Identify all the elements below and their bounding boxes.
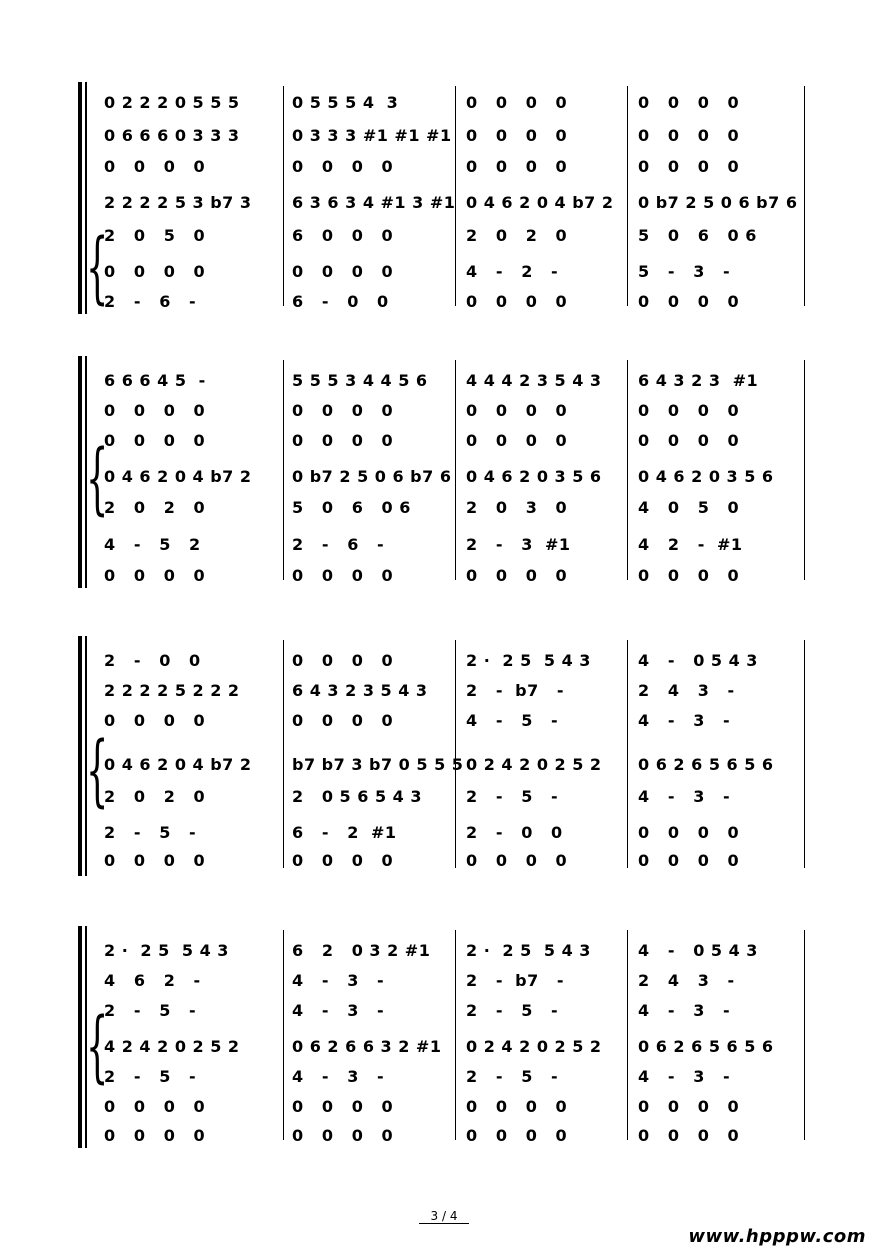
measure: 2 - 5 - xyxy=(104,1001,197,1020)
measure: 2 - 5 - xyxy=(466,787,559,806)
staff-row xyxy=(78,559,810,585)
measure: 0 4 6 2 0 3 5 6 xyxy=(638,467,774,486)
staff-row xyxy=(78,964,810,990)
measure: 4 6 2 - xyxy=(104,971,201,990)
measure: 0 6 2 6 5 6 5 6 xyxy=(638,1037,774,1056)
measure: 0 0 0 0 xyxy=(292,401,394,420)
staff-row xyxy=(78,934,810,960)
measure: 4 - 0 5 4 3 xyxy=(638,651,758,670)
measure: 0 0 0 0 xyxy=(292,711,394,730)
staff-row xyxy=(78,748,810,774)
measure: 6 - 2 #1 xyxy=(292,823,397,842)
staff-row xyxy=(78,460,810,486)
measure: 0 5 5 5 4 3 xyxy=(292,93,399,112)
measure: 0 6 6 6 0 3 3 3 xyxy=(104,126,240,145)
measure: 5 5 5 3 4 4 5 6 xyxy=(292,371,428,390)
staff-row xyxy=(78,1090,810,1116)
measure: 4 4 4 2 3 5 4 3 xyxy=(466,371,602,390)
staff-row xyxy=(78,1119,810,1145)
measure: 0 0 0 0 xyxy=(466,566,568,585)
staff-row xyxy=(78,424,810,450)
measure: 2 0 5 0 xyxy=(104,226,206,245)
measure: 5 0 6 0 6 xyxy=(638,226,757,245)
measure: 0 0 0 0 xyxy=(638,157,740,176)
measure: 0 4 6 2 0 3 5 6 xyxy=(466,467,602,486)
measure: 2 - 5 - xyxy=(104,823,197,842)
measure: 5 0 6 0 6 xyxy=(292,498,411,517)
measure: 0 0 0 0 xyxy=(638,1126,740,1145)
measure: 0 0 0 0 xyxy=(104,1126,206,1145)
measure: 2 4 3 - xyxy=(638,681,735,700)
measure: 2 4 3 - xyxy=(638,971,735,990)
staff-row xyxy=(78,186,810,212)
measure: 0 0 0 0 xyxy=(104,431,206,450)
measure: b7 b7 3 b7 0 5 5 5 xyxy=(292,755,464,774)
measure: 0 0 0 0 xyxy=(638,126,740,145)
score-system-4 xyxy=(78,926,810,1148)
measure: 0 0 0 0 xyxy=(466,431,568,450)
measure: 4 - 3 - xyxy=(638,787,731,806)
measure: 0 0 0 0 xyxy=(638,823,740,842)
measure: 2 - 5 - xyxy=(466,1001,559,1020)
measure: 2 · 2 5 5 4 3 xyxy=(466,651,591,670)
measure: 4 - 0 5 4 3 xyxy=(638,941,758,960)
staff-row xyxy=(78,644,810,670)
measure: 2 · 2 5 5 4 3 xyxy=(104,941,229,960)
measure: 4 - 2 - xyxy=(466,262,559,281)
measure: 5 - 3 - xyxy=(638,262,731,281)
measure: 0 6 2 6 5 6 5 6 xyxy=(638,755,774,774)
measure: 0 2 2 2 0 5 5 5 xyxy=(104,93,240,112)
measure: 4 - 5 2 xyxy=(104,535,201,554)
staff-row xyxy=(78,994,810,1020)
measure: 0 0 0 0 xyxy=(638,1097,740,1116)
measure: 0 0 0 0 xyxy=(292,651,394,670)
staff-row xyxy=(78,364,810,390)
measure: 2 2 2 2 5 3 b7 3 xyxy=(104,193,252,212)
staff-row xyxy=(78,491,810,517)
staff-row xyxy=(78,119,810,145)
measure: 2 0 3 0 xyxy=(466,498,568,517)
measure: 0 0 0 0 xyxy=(104,262,206,281)
staff-row xyxy=(78,86,810,112)
measure: 0 0 0 0 xyxy=(466,126,568,145)
staff-row xyxy=(78,1030,810,1056)
measure: 2 2 2 2 5 2 2 2 xyxy=(104,681,240,700)
measure: 2 0 2 0 xyxy=(104,498,206,517)
page-number-footer xyxy=(0,1209,888,1223)
measure: 6 3 6 3 4 #1 3 #1 xyxy=(292,193,456,212)
measure: 0 b7 2 5 0 6 b7 6 xyxy=(292,467,452,486)
measure: 0 0 0 0 xyxy=(466,401,568,420)
measure: 0 4 6 2 0 4 b7 2 xyxy=(466,193,614,212)
measure: 0 0 0 0 xyxy=(104,851,206,870)
staff-row xyxy=(78,285,810,311)
site-watermark: www.hpppw.com xyxy=(688,1226,866,1247)
measure: 6 0 0 0 xyxy=(292,226,394,245)
piano-brace: { xyxy=(86,726,109,816)
measure: 0 0 0 0 xyxy=(466,1097,568,1116)
measure: 0 0 0 0 xyxy=(638,851,740,870)
piano-brace: { xyxy=(86,434,109,524)
measure: 0 0 0 0 xyxy=(638,431,740,450)
measure: 0 0 0 0 xyxy=(466,292,568,311)
measure: 2 - b7 - xyxy=(466,971,565,990)
measure: 0 0 0 0 xyxy=(104,566,206,585)
measure: 2 - 0 0 xyxy=(104,651,201,670)
score-system-3 xyxy=(78,636,810,876)
measure: 2 - 6 - xyxy=(104,292,197,311)
measure: 2 0 2 0 xyxy=(104,787,206,806)
measure: 4 - 3 - xyxy=(638,1067,731,1086)
measure: 0 0 0 0 xyxy=(292,566,394,585)
measure: 0 b7 2 5 0 6 b7 6 xyxy=(638,193,798,212)
measure: 0 0 0 0 xyxy=(292,851,394,870)
measure: 0 6 2 6 6 3 2 #1 xyxy=(292,1037,442,1056)
piano-brace: { xyxy=(86,223,109,313)
measure: 0 2 4 2 0 2 5 2 xyxy=(466,1037,602,1056)
measure: 0 0 0 0 xyxy=(104,157,206,176)
measure: 0 0 0 0 xyxy=(104,1097,206,1116)
staff-row xyxy=(78,255,810,281)
measure: 2 - 3 #1 xyxy=(466,535,571,554)
measure: 2 - 0 0 xyxy=(466,823,563,842)
measure: 0 0 0 0 xyxy=(466,1126,568,1145)
staff-row xyxy=(78,528,810,554)
measure: 0 3 3 3 #1 #1 #1 xyxy=(292,126,452,145)
staff-row xyxy=(78,150,810,176)
staff-row xyxy=(78,219,810,245)
measure: 6 6 6 4 5 - xyxy=(104,371,206,390)
measure: 0 0 0 0 xyxy=(292,1097,394,1116)
measure: 4 2 - #1 xyxy=(638,535,743,554)
measure: 2 - b7 - xyxy=(466,681,565,700)
measure: 4 - 3 - xyxy=(638,1001,731,1020)
score-system-2 xyxy=(78,356,810,588)
staff-row xyxy=(78,816,810,842)
measure: 4 - 3 - xyxy=(638,711,731,730)
measure: 2 - 6 - xyxy=(292,535,385,554)
piano-brace: { xyxy=(86,1002,109,1092)
measure: 0 0 0 0 xyxy=(638,292,740,311)
measure: 0 0 0 0 xyxy=(466,93,568,112)
measure: 2 0 5 6 5 4 3 xyxy=(292,787,422,806)
measure: 4 - 3 - xyxy=(292,1001,385,1020)
staff-row xyxy=(78,1060,810,1086)
measure: 0 0 0 0 xyxy=(466,851,568,870)
measure: 0 0 0 0 xyxy=(638,93,740,112)
measure: 2 - 5 - xyxy=(104,1067,197,1086)
measure: 0 0 0 0 xyxy=(292,431,394,450)
staff-row xyxy=(78,674,810,700)
measure: 0 0 0 0 xyxy=(104,711,206,730)
staff-row xyxy=(78,394,810,420)
measure: 6 4 3 2 3 5 4 3 xyxy=(292,681,428,700)
measure: 0 0 0 0 xyxy=(638,401,740,420)
measure: 0 0 0 0 xyxy=(104,401,206,420)
page-number: 3 / 4 xyxy=(419,1209,470,1224)
measure: 6 2 0 3 2 #1 xyxy=(292,941,431,960)
score-system-1 xyxy=(78,82,810,314)
measure: 4 - 5 - xyxy=(466,711,559,730)
measure: 0 4 6 2 0 4 b7 2 xyxy=(104,467,252,486)
measure: 0 4 6 2 0 4 b7 2 xyxy=(104,755,252,774)
staff-row xyxy=(78,704,810,730)
measure: 6 4 3 2 3 #1 xyxy=(638,371,759,390)
staff-row xyxy=(78,844,810,870)
measure: 4 2 4 2 0 2 5 2 xyxy=(104,1037,240,1056)
measure: 4 - 3 - xyxy=(292,1067,385,1086)
measure: 4 0 5 0 xyxy=(638,498,740,517)
measure: 0 0 0 0 xyxy=(292,262,394,281)
measure: 2 · 2 5 5 4 3 xyxy=(466,941,591,960)
measure: 2 - 5 - xyxy=(466,1067,559,1086)
measure: 2 0 2 0 xyxy=(466,226,568,245)
measure: 6 - 0 0 xyxy=(292,292,389,311)
staff-row xyxy=(78,780,810,806)
measure: 0 0 0 0 xyxy=(292,1126,394,1145)
measure: 0 2 4 2 0 2 5 2 xyxy=(466,755,602,774)
measure: 4 - 3 - xyxy=(292,971,385,990)
measure: 0 0 0 0 xyxy=(638,566,740,585)
measure: 0 0 0 0 xyxy=(292,157,394,176)
measure: 0 0 0 0 xyxy=(466,157,568,176)
